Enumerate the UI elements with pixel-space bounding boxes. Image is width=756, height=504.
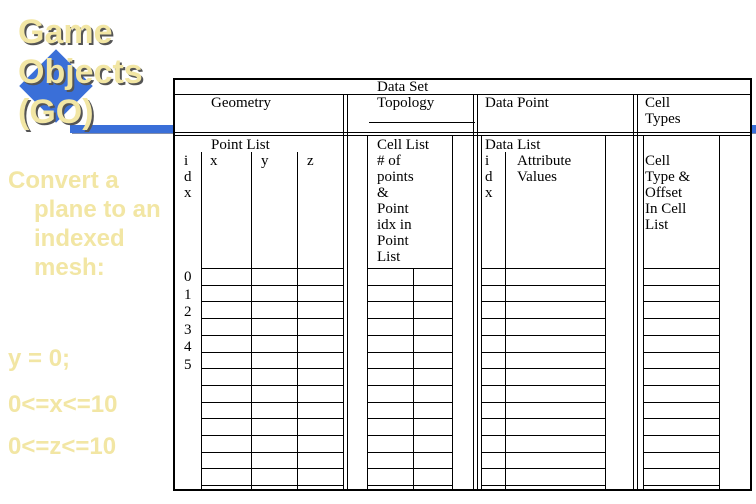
data-row-line (481, 452, 605, 453)
title-line-3: (GO) (18, 93, 94, 131)
data-row-line (481, 368, 605, 369)
cell-row-line (367, 301, 452, 302)
header-data-set: Data Set (377, 79, 429, 95)
cell-row-line (367, 418, 452, 419)
cell-type-row-line (643, 301, 719, 302)
header-data-point: Data Point (485, 95, 549, 111)
col-sep-datapoint-right (637, 94, 638, 489)
point-row-line (201, 301, 343, 302)
cell-type-row-line (643, 318, 719, 319)
header-geometry: Geometry (211, 95, 271, 111)
cell-list-desc-line-7: List (377, 249, 401, 265)
row-index-1: 1 (184, 286, 192, 303)
cell-type-desc-line-1: Cell (645, 153, 670, 169)
point-list-idx-col (201, 152, 202, 489)
cell-row-line (367, 468, 452, 469)
cell-type-desc-line-4: In Cell (645, 201, 687, 217)
column-y-label: y (261, 153, 269, 169)
cell-type-desc-line-5: List (645, 217, 669, 233)
cell-type-desc-line-3: Offset (645, 185, 683, 201)
cell-row-line (367, 268, 452, 269)
data-idx-letter-i: i (485, 153, 490, 169)
bullet-convert (8, 166, 161, 282)
data-row-line (481, 385, 605, 386)
data-list-idx-col (505, 152, 506, 489)
cell-type-row-line (643, 418, 719, 419)
cell-type-desc-line-2: Type & (645, 169, 691, 185)
data-row-line (481, 485, 605, 486)
cell-type-row-line (643, 352, 719, 353)
data-set-table (173, 78, 752, 491)
header-cell-types-line-1: Cell (645, 95, 670, 111)
row-index-3: 3 (184, 321, 192, 338)
cell-type-row-line (643, 335, 719, 336)
point-row-line (201, 468, 343, 469)
data-row-line (481, 418, 605, 419)
cell-row-line (367, 452, 452, 453)
point-list-idx-label (184, 153, 192, 201)
column-x-label: x (210, 153, 218, 169)
section-divider (175, 132, 750, 133)
data-idx-letter-x: x (485, 185, 493, 201)
cell-row-line (367, 385, 452, 386)
point-row-line (201, 352, 343, 353)
header-data-list: Data List (485, 137, 541, 153)
topology-divider (369, 122, 475, 123)
cell-type-row-line (643, 368, 719, 369)
col-sep-geometry-left (343, 94, 344, 489)
cell-type-row-line (643, 285, 719, 286)
point-row-line (201, 268, 343, 269)
data-row-line (481, 468, 605, 469)
col-sep-datapoint-left (633, 94, 634, 489)
cell-list-left (367, 136, 368, 489)
point-row-line (201, 418, 343, 419)
data-row-line (481, 318, 605, 319)
attribute-values-line-1: Attribute (517, 153, 572, 169)
point-row-line (201, 385, 343, 386)
cell-list-desc-line-2: points (377, 169, 414, 185)
data-list-right (605, 136, 606, 489)
row-index-5: 5 (184, 356, 192, 373)
cell-list-desc-line-6: Point (377, 233, 409, 249)
bullet-convert-line-2: plane to an (34, 196, 161, 223)
cell-row-line (367, 485, 452, 486)
data-row-line (481, 335, 605, 336)
row-index-4: 4 (184, 339, 192, 355)
header-point-list: Point List (211, 137, 270, 153)
idx-letter-x: x (184, 185, 192, 201)
idx-letter-d: d (184, 169, 192, 185)
cell-row-line (367, 402, 452, 403)
cell-type-row-line (643, 435, 719, 436)
bullet-z-range: 0<=z<=10 (8, 433, 117, 460)
cell-list-desc-line-1: # of (377, 153, 401, 169)
cell-row-line (367, 368, 452, 369)
cell-type-row-line (643, 468, 719, 469)
data-row-line (481, 402, 605, 403)
point-row-line (201, 435, 343, 436)
header-topology: Topology (377, 95, 435, 111)
cell-type-row-line (643, 402, 719, 403)
cell-row-line (367, 435, 452, 436)
cell-types-right (719, 136, 720, 489)
bullet-convert-line-3: indexed (34, 225, 125, 252)
cell-list-desc-line-5: idx in (377, 217, 412, 233)
cell-type-row-line (643, 452, 719, 453)
row-index-list (184, 269, 192, 374)
title-line-2: Objects (18, 53, 143, 91)
cell-row-line (367, 285, 452, 286)
header-cell-types-line-2: Types (645, 111, 681, 127)
col-sep-topology-left (473, 94, 474, 489)
cell-type-description (645, 153, 690, 233)
cell-list-description (377, 153, 414, 265)
row-index-0: 0 (184, 269, 192, 285)
point-list-y-col (297, 152, 298, 489)
point-row-line (201, 285, 343, 286)
point-row-line (201, 402, 343, 403)
slide-title (18, 12, 143, 132)
cell-type-row-line (643, 268, 719, 269)
bullet-x-range: 0<=x<=10 (8, 391, 118, 418)
col-sep-geometry-right (347, 94, 348, 489)
data-row-line (481, 435, 605, 436)
data-row-line (481, 268, 605, 269)
attribute-values-line-2: Values (517, 169, 557, 185)
point-row-line (201, 318, 343, 319)
data-row-line (481, 301, 605, 302)
data-row-line (481, 285, 605, 286)
bullet-y-equation: y = 0; (8, 345, 71, 372)
point-row-line (201, 452, 343, 453)
cell-row-line (367, 318, 452, 319)
data-idx-letter-d: d (485, 169, 493, 185)
bullet-convert-line-1: Convert a (8, 167, 119, 194)
point-row-line (201, 368, 343, 369)
cell-list-right (452, 136, 453, 489)
data-list-left (481, 136, 482, 489)
point-row-line (201, 485, 343, 486)
point-row-line (201, 335, 343, 336)
column-z-label: z (307, 153, 314, 169)
col-sep-topology-right (477, 94, 478, 489)
cell-row-line (367, 352, 452, 353)
data-list-idx-label (485, 153, 493, 201)
section-divider-double (175, 135, 750, 136)
cell-type-row-line (643, 485, 719, 486)
idx-letter-i: i (184, 153, 189, 169)
row-index-2: 2 (184, 304, 192, 320)
data-row-line (481, 352, 605, 353)
header-cell-list: Cell List (377, 137, 430, 153)
cell-type-row-line (643, 385, 719, 386)
bullet-convert-line-4: mesh: (34, 254, 105, 281)
point-list-x-col (251, 152, 252, 489)
title-line-1: Game (18, 13, 113, 51)
cell-types-left (643, 136, 644, 489)
attribute-values-label (517, 153, 571, 185)
cell-row-line (367, 335, 452, 336)
header-cell-types (645, 95, 681, 127)
cell-list-desc-line-4: Point (377, 201, 409, 217)
cell-list-desc-line-3: & (377, 185, 389, 201)
